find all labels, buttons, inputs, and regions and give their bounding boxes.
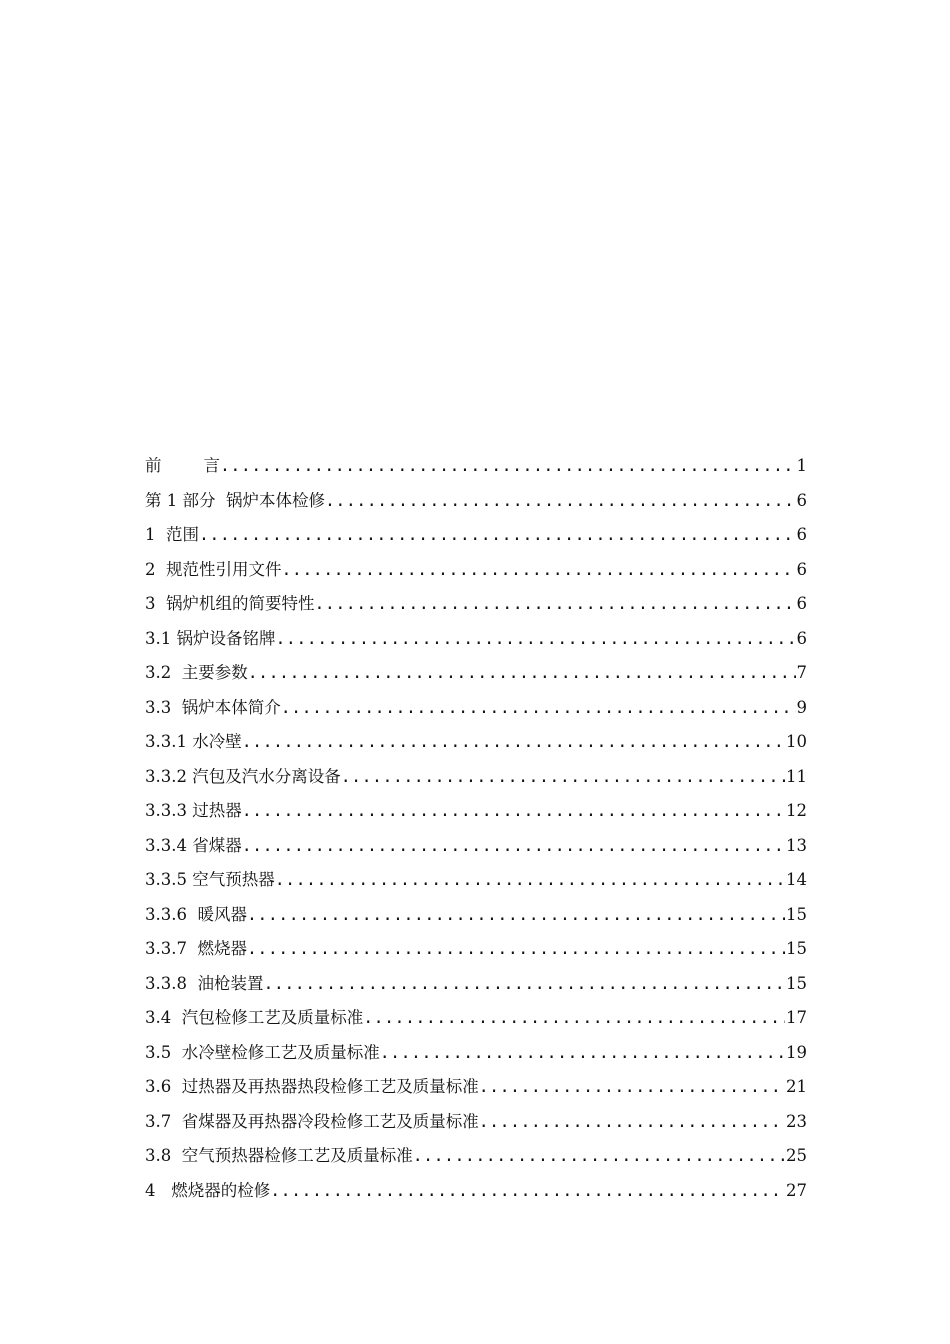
toc-dot-leader (479, 1112, 785, 1131)
toc-entry-label: 3.7 省煤器及再热器冷段检修工艺及质量标准 (145, 1111, 479, 1131)
toc-entry[interactable] (145, 866, 807, 901)
toc-entry-label: 3.5 水冷壁检修工艺及质量标准 (145, 1042, 380, 1062)
toc-entry-label: 3.3.4 省煤器 (145, 835, 242, 855)
toc-dot-leader (282, 560, 796, 579)
toc-entry[interactable] (145, 521, 807, 556)
toc-entry-label: 3 锅炉机组的简要特性 (145, 594, 315, 613)
toc-dot-leader (248, 663, 796, 682)
toc-dot-leader (242, 732, 785, 751)
toc-entry[interactable] (145, 694, 807, 729)
toc-entry-label: 3.3.3 过热器 (145, 801, 242, 820)
toc-dot-leader (263, 974, 785, 993)
toc-entry-label: 3.3.5 空气预热器 (145, 870, 275, 889)
toc-entry[interactable] (145, 1073, 807, 1108)
toc-entry[interactable] (145, 1039, 807, 1074)
toc-page-number: 25 (786, 1146, 807, 1165)
toc-entry[interactable] (145, 1004, 807, 1039)
toc-page-number: 14 (786, 870, 807, 889)
toc-page-number: 19 (786, 1042, 807, 1062)
toc-page-number: 13 (786, 835, 807, 855)
toc-page-number: 6 (796, 594, 807, 613)
toc-entry-label: 2 规范性引用文件 (145, 559, 282, 579)
toc-page-number: 6 (796, 628, 807, 648)
toc-entry[interactable] (145, 487, 807, 522)
toc-entry[interactable] (145, 590, 807, 625)
toc-dot-leader (479, 1077, 785, 1096)
toc-dot-leader (380, 1043, 785, 1062)
toc-dot-leader (281, 698, 796, 717)
toc-page-number: 15 (786, 904, 807, 924)
toc-page-number: 11 (786, 766, 807, 786)
toc-entry[interactable] (145, 1177, 807, 1212)
toc-page-number: 10 (786, 732, 807, 751)
toc-dot-leader (275, 870, 785, 889)
table-of-contents (145, 452, 807, 1211)
toc-entry-label: 前 言 (145, 456, 220, 475)
toc-entry-label: 第 1 部分 锅炉本体检修 (145, 490, 325, 510)
toc-page-number: 15 (786, 939, 807, 958)
toc-page-number: 6 (796, 525, 807, 544)
toc-dot-leader (341, 767, 785, 786)
toc-dot-leader (199, 525, 796, 544)
toc-page-number: 27 (786, 1180, 807, 1200)
toc-entry-label: 3.3.8 油枪装置 (145, 973, 264, 993)
toc-entry-label: 3.3.1 水冷壁 (145, 732, 242, 751)
toc-entry-label: 3.2 主要参数 (145, 663, 248, 682)
toc-entry-label: 3.8 空气预热器检修工艺及质量标准 (145, 1146, 413, 1165)
toc-entry[interactable] (145, 797, 807, 832)
toc-dot-leader (242, 801, 785, 820)
toc-entry[interactable] (145, 556, 807, 591)
toc-entry[interactable] (145, 901, 807, 936)
toc-page-number: 7 (796, 663, 807, 682)
toc-page-number: 9 (796, 697, 807, 717)
toc-entry-label: 3.3.6 暖风器 (145, 904, 247, 924)
toc-dot-leader (270, 1181, 785, 1200)
toc-page-number: 12 (786, 801, 807, 820)
toc-entry-label: 3.3 锅炉本体简介 (145, 697, 281, 717)
toc-entry[interactable] (145, 935, 807, 970)
toc-page-number: 15 (786, 973, 807, 993)
toc-entry-label: 1 范围 (145, 525, 199, 544)
toc-entry-label: 3.6 过热器及再热器热段检修工艺及质量标准 (145, 1077, 479, 1096)
toc-entry-label: 3.4 汽包检修工艺及质量标准 (145, 1008, 364, 1027)
toc-dot-leader (247, 905, 785, 924)
toc-dot-leader (325, 491, 796, 510)
toc-page-number: 17 (786, 1008, 807, 1027)
toc-entry[interactable] (145, 970, 807, 1005)
toc-dot-leader (220, 456, 796, 475)
toc-page-number: 6 (796, 490, 807, 510)
toc-dot-leader (413, 1146, 785, 1165)
toc-entry[interactable] (145, 728, 807, 763)
toc-dot-leader (247, 939, 785, 958)
toc-entry[interactable] (145, 832, 807, 867)
toc-page-number: 1 (796, 456, 807, 475)
toc-entry[interactable] (145, 659, 807, 694)
toc-page-number: 23 (786, 1111, 807, 1131)
toc-entry-label: 3.3.2 汽包及汽水分离设备 (145, 766, 341, 786)
toc-entry[interactable] (145, 625, 807, 660)
toc-entry-label: 3.3.7 燃烧器 (145, 939, 247, 958)
toc-entry[interactable] (145, 452, 807, 487)
toc-entry[interactable] (145, 763, 807, 798)
toc-entry-label: 4 燃烧器的检修 (145, 1180, 271, 1200)
toc-dot-leader (315, 594, 796, 613)
toc-dot-leader (363, 1008, 785, 1027)
toc-page-number: 21 (786, 1077, 807, 1096)
toc-dot-leader (242, 836, 785, 855)
toc-entry[interactable] (145, 1108, 807, 1143)
toc-page-number: 6 (796, 559, 807, 579)
toc-entry-label: 3.1 锅炉设备铭牌 (145, 628, 276, 648)
toc-dot-leader (276, 629, 796, 648)
toc-entry[interactable] (145, 1142, 807, 1177)
